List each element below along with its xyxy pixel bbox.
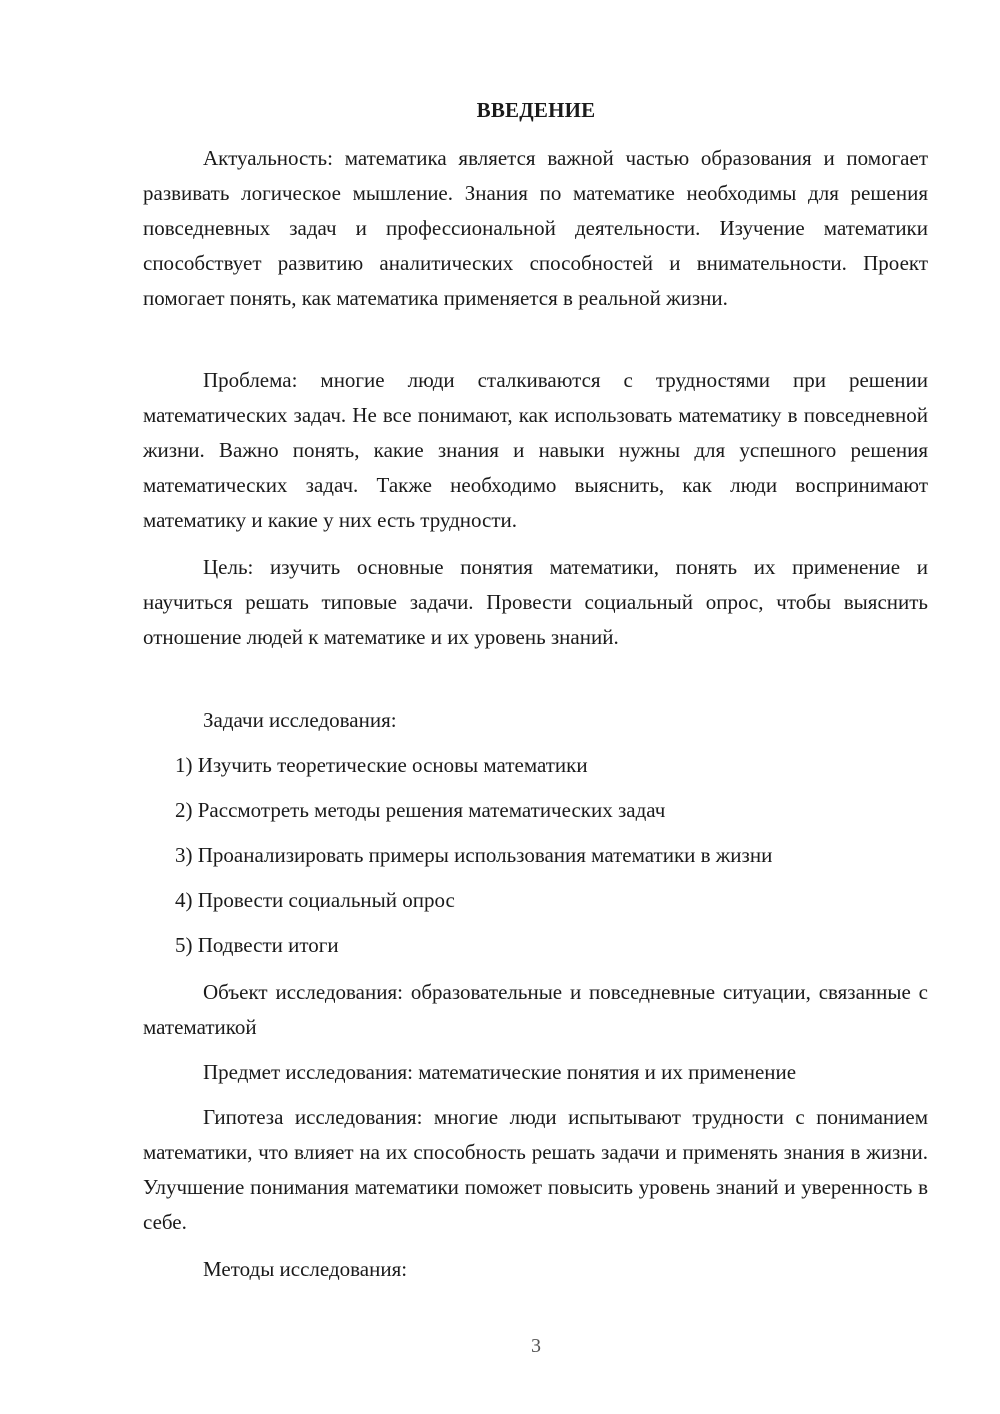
task-item-5: 5) Подвести итоги bbox=[175, 933, 339, 957]
subject-paragraph: Предмет исследования: математические понятия и их применение bbox=[203, 1060, 797, 1084]
methods-heading: Методы исследования: bbox=[203, 1257, 408, 1281]
task-item-4: 4) Провести социальный опрос bbox=[175, 888, 455, 912]
task-item-2: 2) Рассмотреть методы решения математических задач bbox=[175, 798, 666, 822]
task-item-3: 3) Проанализировать примеры использования математики в жизни bbox=[175, 843, 773, 867]
tasks-heading: Задачи исследования: bbox=[203, 708, 397, 732]
page-number: 3 bbox=[531, 1335, 541, 1357]
object-paragraph: Объект исследования: образовательные и повседневные ситуации, связанные с математикой bbox=[143, 980, 928, 1039]
tasks-heading-block bbox=[143, 703, 928, 738]
hypothesis-paragraph: Гипотеза исследования: многие люди испытывают трудности с пониманием математики, что влияет на их способность решать задачи и применять знания в жизни. Улучшение понимания математики поможет повысить уровень знаний и уверенность в себе. bbox=[143, 1105, 928, 1234]
subject-block bbox=[143, 1055, 928, 1090]
section-title: ВВЕДЕНИЕ bbox=[476, 98, 596, 122]
goal-block bbox=[143, 550, 928, 655]
goal-paragraph: Цель: изучить основные понятия математики, понять их применение и научиться решать типовые задачи. Провести социальный опрос, чтобы выяснить отношение людей к математике и их уровень знаний. bbox=[143, 555, 928, 649]
problem-paragraph: Проблема: многие люди сталкиваются с трудностями при решении математических задач. Не все понимают, как использовать математику в повседневной жизни. Важно понять, какие знания и навыки нужны для успешного решения математических задач. Также необходимо выяснить, как люди воспринимают математику и какие у них есть трудности. bbox=[143, 368, 928, 532]
hypothesis-block bbox=[143, 1100, 928, 1240]
relevance-paragraph: Актуальность: математика является важной частью образования и помогает развивать логическое мышление. Знания по математике необходимы для решения повседневных задач и профессиональной деятельности. Изучение математики способствует развитию аналитических способностей и внимательности. Проект помогает понять, как математика применяется в реальной жизни. bbox=[143, 146, 928, 310]
relevance-block bbox=[143, 141, 928, 316]
task-item-1: 1) Изучить теоретические основы математики bbox=[175, 753, 588, 777]
methods-heading-block bbox=[143, 1252, 928, 1287]
problem-block bbox=[143, 363, 928, 538]
object-block bbox=[143, 975, 928, 1045]
